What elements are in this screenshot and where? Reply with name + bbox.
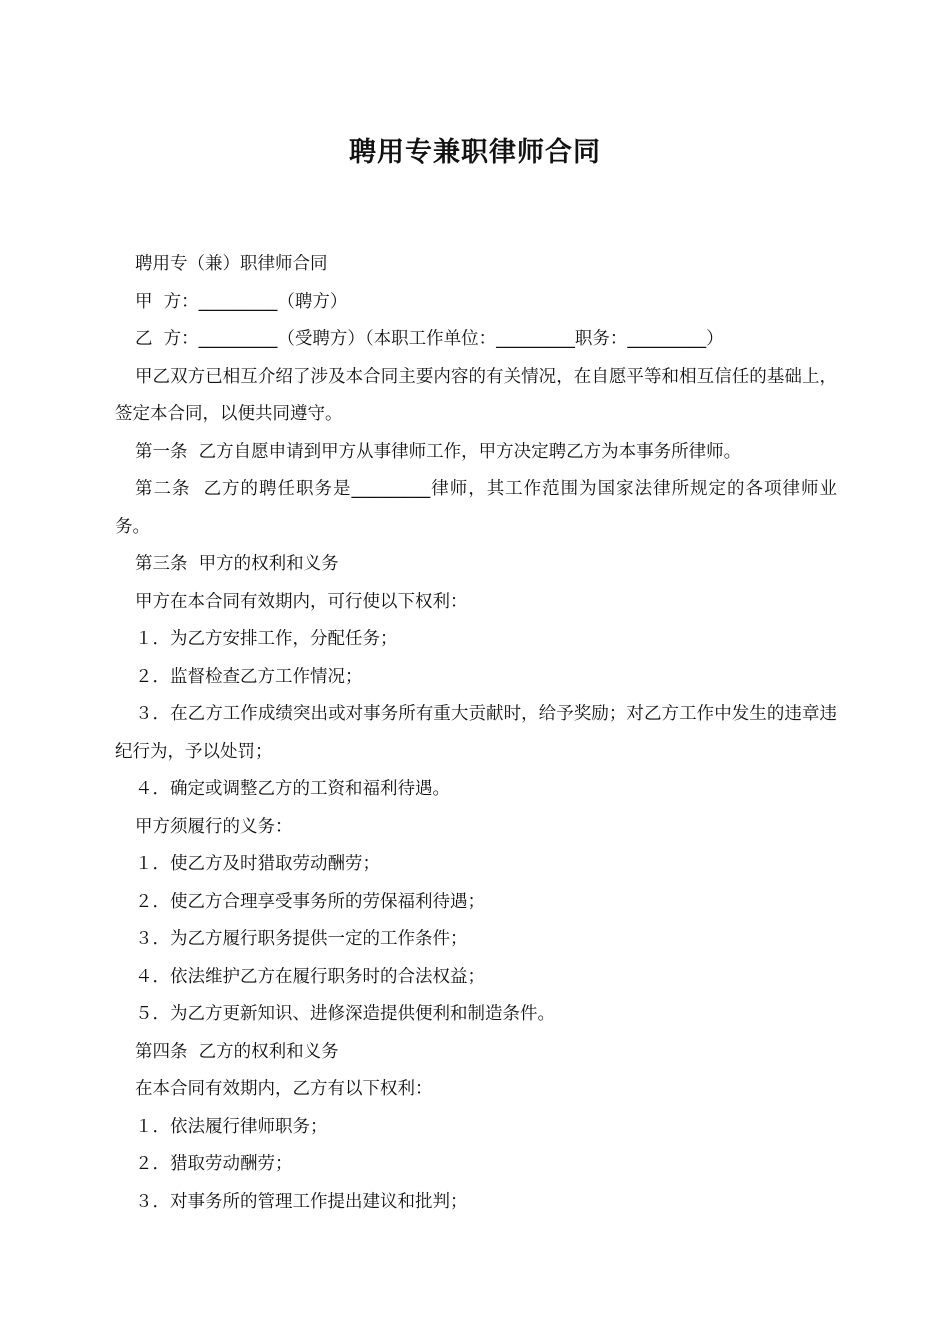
list-item: ３．在乙方工作成绩突出或对事务所有重大贡献时，给予奖励；对乙方工作中发生的违章违纪行为，予以处罚； [115,704,837,762]
paragraph-article-1: 第一条 乙方自愿申请到甲方从事律师工作，甲方决定聘乙方为本事务所律师。 [135,441,742,462]
paragraph-subtitle: 聘用专（兼）职律师合同 [135,254,328,274]
list-item: １．使乙方及时猎取劳动酬劳； [135,854,380,874]
paragraph-article-3-heading: 第三条 甲方的权利和义务 [135,554,339,574]
paragraph-party-a: 甲 方：_________（聘方） [135,291,348,312]
list-item: ２．使乙方合理享受事务所的劳保福利待遇； [135,891,485,912]
paragraph-article-2: 第二条 乙方的聘任职务是_________律师，其工作范围为国家法律所规定的各项律师业务。 [115,479,837,537]
document-title: 聘用专兼职律师合同 [349,137,601,168]
paragraph-article-4-heading: 第四条 乙方的权利和义务 [135,1041,339,1062]
list-item: ４．确定或调整乙方的工资和福利待遇。 [135,779,450,799]
list-item: ３．为乙方履行职务提供一定的工作条件； [135,929,468,949]
paragraph-party-a-duties-intro: 甲方须履行的义务： [135,816,293,837]
list-item: １．依法履行律师职务； [135,1116,328,1137]
paragraph-party-b: 乙 方：_________（受聘方）（本职工作单位：_________职务：_________） [135,329,724,349]
list-item: ２．监督检查乙方工作情况； [135,666,363,687]
paragraph-party-b-rights-intro: 在本合同有效期内，乙方有以下权利： [135,1079,433,1099]
list-item: ５．为乙方更新知识、进修深造提供便利和制造条件。 [135,1004,555,1024]
list-item: ２．猎取劳动酬劳； [135,1154,293,1174]
paragraph-preamble: 甲乙双方已相互介绍了涉及本合同主要内容的有关情况，在自愿平等和相互信任的基础上，签定本合同，以便共同遵守。 [115,366,837,424]
list-item: ３．对事务所的管理工作提出建议和批判； [135,1191,468,1212]
document-body [115,246,837,1221]
paragraph-party-a-rights-intro: 甲方在本合同有效期内，可行使以下权利： [135,591,468,612]
list-item: ４．依法维护乙方在履行职务时的合法权益； [135,966,485,987]
list-item: １．为乙方安排工作，分配任务； [135,629,398,649]
